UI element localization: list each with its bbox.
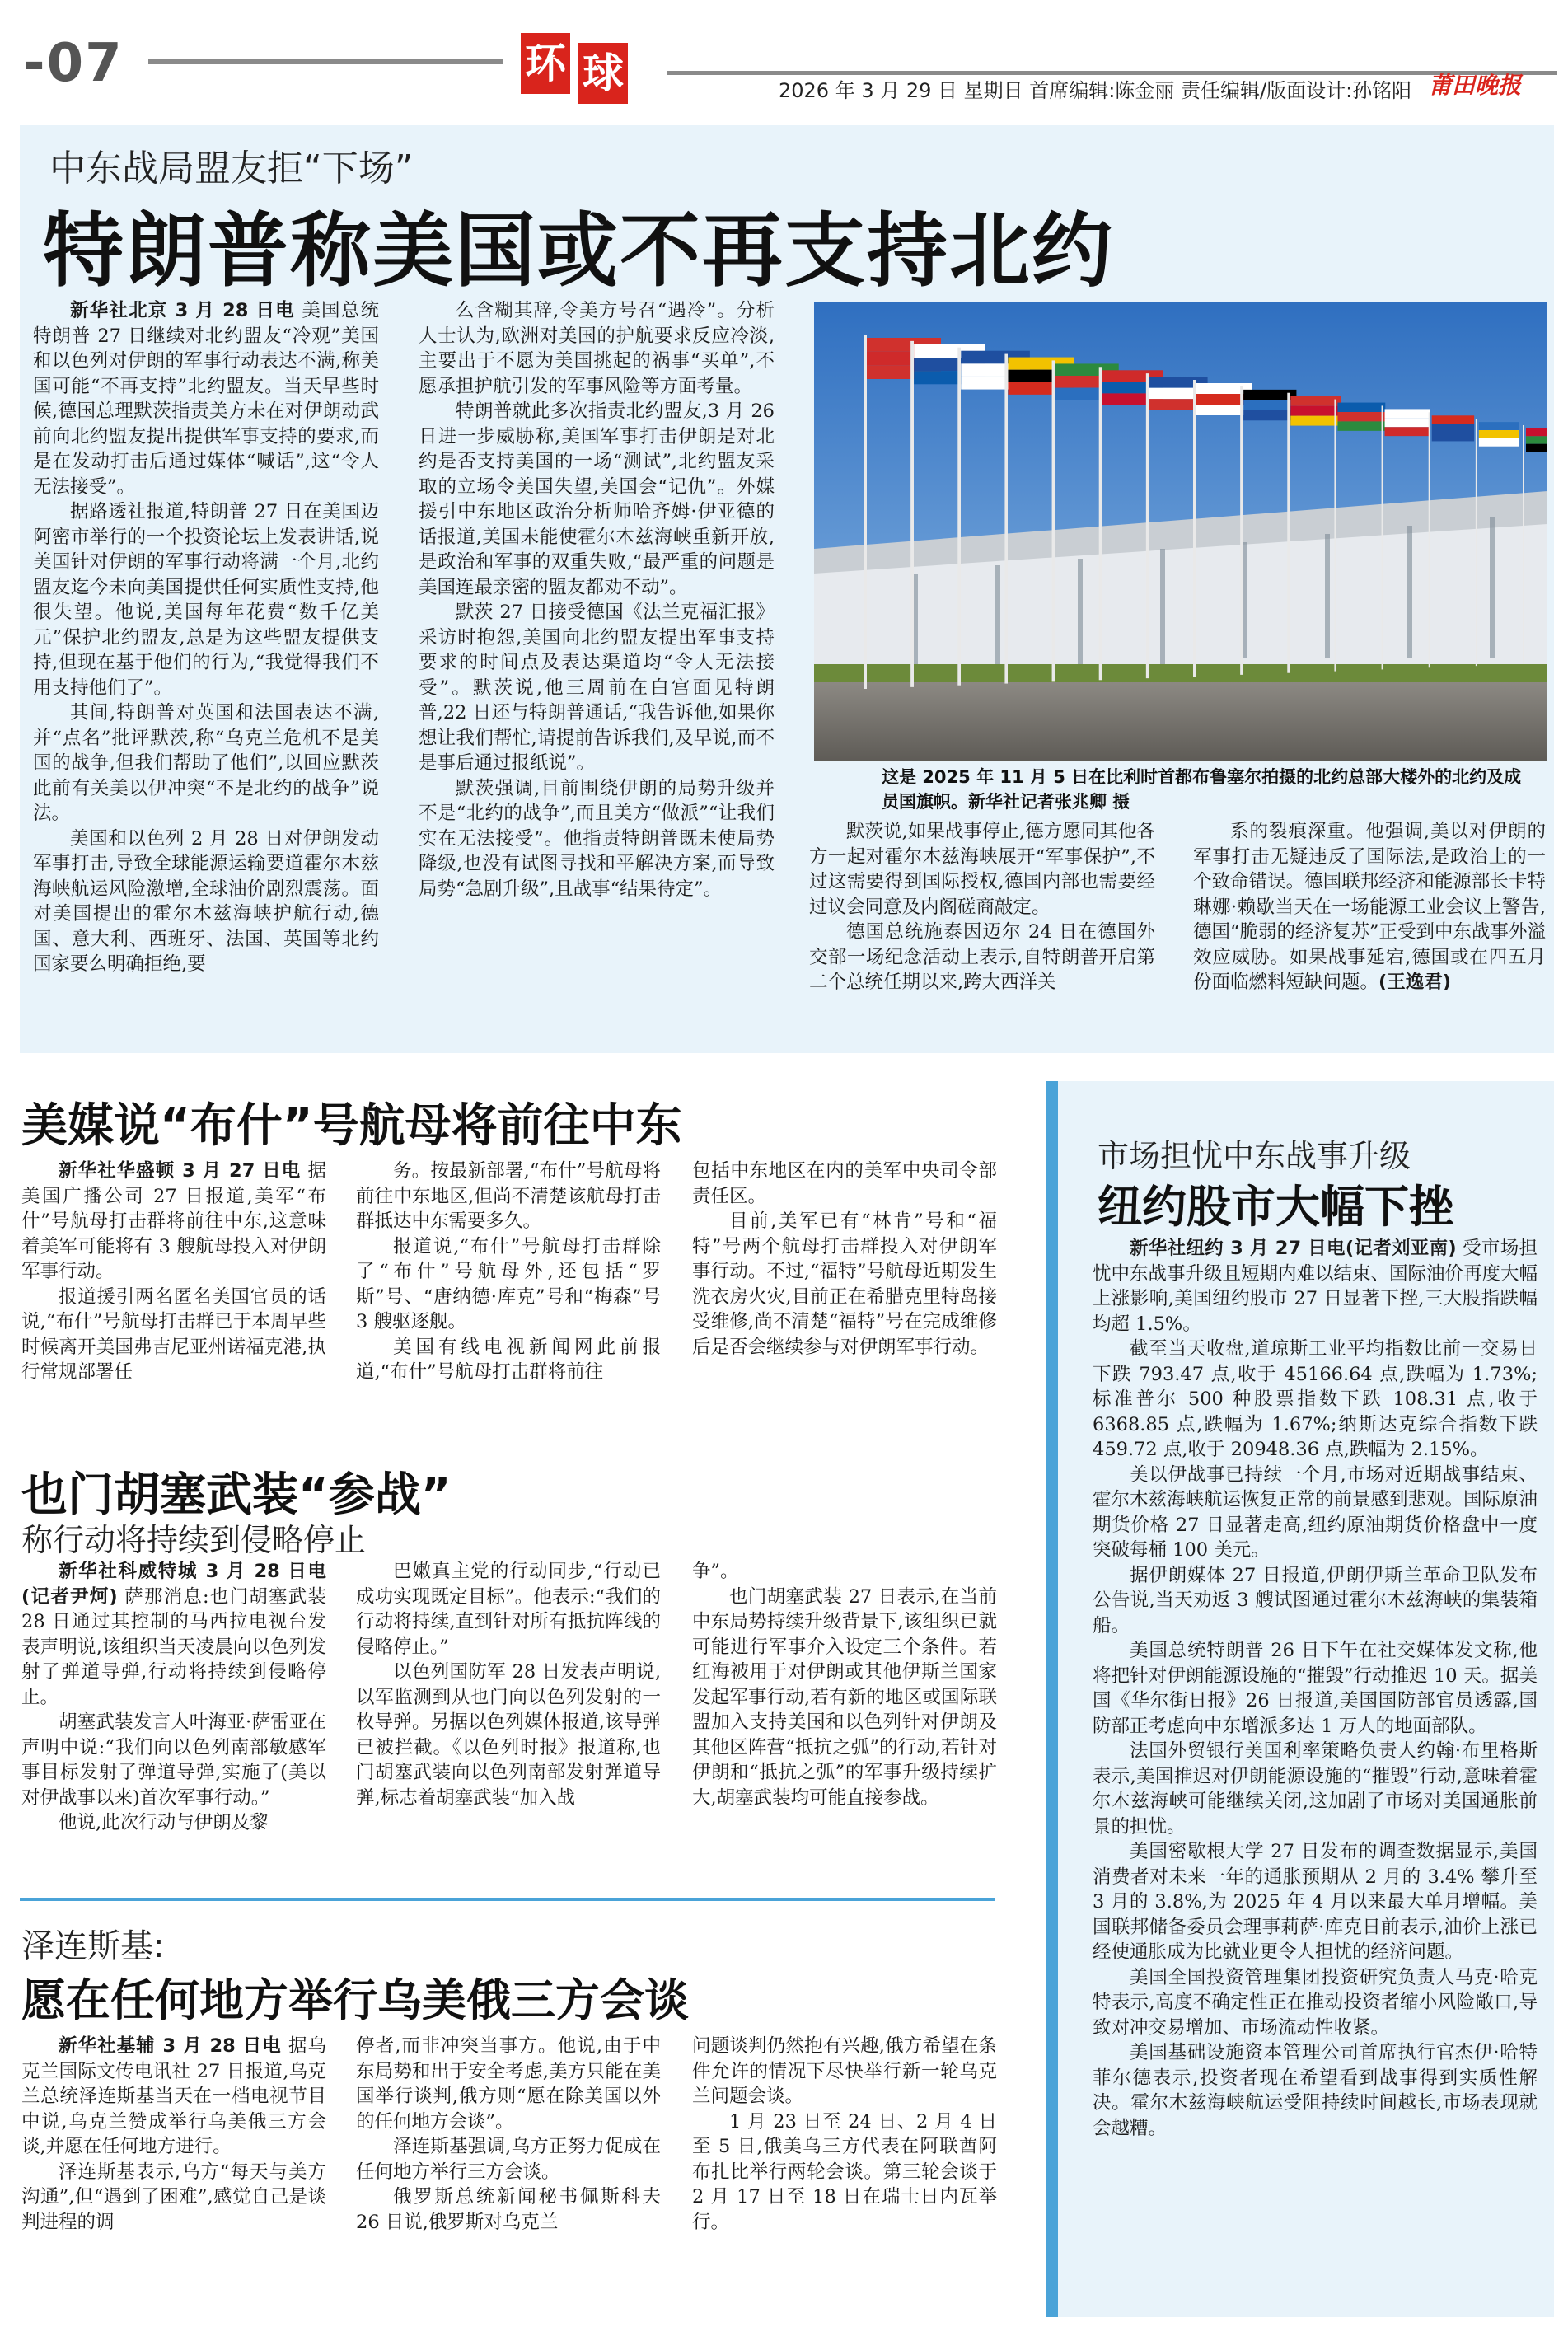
newspaper-logo: 莆田晚报 — [1428, 72, 1521, 99]
dateline: 2026 年 3 月 29 日 星期日 首席编辑:陈金丽 责任编辑/版面设计:孙铭阳 — [779, 79, 1412, 102]
paragraph-text: 特朗普就此多次指责北约盟友,3 月 26 日进一步威胁称,美国军事打击伊朗是对北约是否支持美国的一场“测试”,北约盟友采取的立场令美国失望,美国会“记仇”。外媒援引中东地区政治分析师哈齐姆·伊亚德的话报道,美国未能使霍尔木兹海峡重新开放,是政治和军事的双重失败,“最严重的问题是美国连最亲密的盟友都劝不动”。 — [419, 400, 775, 598]
flagpole — [957, 348, 961, 686]
section-label-char-2: 球 — [578, 43, 628, 104]
paragraph-text: 美国和以色列 2 月 28 日对伊朗发动军事打击,导致全球能源运输要道霍尔木兹海峡航运风险激增,全球油价剧烈震荡。面对美国提出的霍尔木兹海峡护航行动,德国、意大利、西班牙、法国、英国等北约国家要么明确拒绝,要 — [33, 827, 379, 975]
paragraph-text: 美以伊战事已持续一个月,市场对近期战事结束、霍尔木兹海峡航运恢复正常的前景感到悲观。国际原油期货价格 27 日显著走高,纽约原油期货价格盘中一度突破每桶 100 美元。 — [1093, 1463, 1538, 1561]
photo-illustration — [814, 302, 1547, 761]
paragraph — [1093, 1638, 1538, 1739]
section-label-char-1: 环 — [521, 33, 570, 94]
zelensky-story-column-1 — [21, 2034, 326, 2314]
paragraph-text: 法国外贸银行美国利率策略负责人约翰·布里格斯表示,美国推迟对伊朗能源设施的“摧毁”行动,意味着霍尔木兹海峡可能继续关闭,这加剧了市场对美国通胀前景的担忧。 — [1093, 1740, 1538, 1838]
top-story-column-4 — [1193, 819, 1546, 1050]
paragraph — [692, 1209, 997, 1360]
paragraph — [356, 2134, 661, 2184]
paragraph-text: 美国基础设施资本管理公司首席执行官杰伊·哈特菲尔德表示,投资者现在希望看到战事得到实质性解决。霍尔木兹海峡航运受阻持续时间越长,市场表现就会越糟。 — [1093, 2042, 1538, 2139]
flagpole — [1334, 400, 1336, 672]
flag-stripe — [1337, 421, 1385, 430]
paragraph-text: 也门胡塞武装 27 日表示,在当前中东局势持续升级背景下,该组织已就可能进行军事介入设定三个条件。若红海被用于对伊朗或其他伊斯兰国家发起军事行动,若有新的地区或国际联盟加入支持美国和以色列针对伊朗及其他区阵营“抵抗之弧”的行动,若针对伊朗和“抵抗之弧”的军事升级持续扩大,胡塞武装均可能直接参战。 — [692, 1585, 997, 1809]
paragraph-text: 泽连斯基强调,乌方正努力促成在任何地方举行三方会谈。 — [356, 2136, 661, 2183]
paragraph — [356, 2034, 661, 2134]
dateline-lead: 新华社纽约 3 月 27 日电(记者刘亚南) — [1130, 1238, 1457, 1259]
paragraph — [356, 1559, 661, 1660]
paragraph-text: 受市场担忧中东战事升级且短期内难以结束、国际油价再度大幅上涨影响,美国纽约股市 27 日显著下挫,三大股指跌幅均超 1.5%。 — [1093, 1238, 1538, 1335]
paragraph — [419, 600, 775, 776]
market-story-kicker: 市场担忧中东战事升级 — [1098, 1138, 1411, 1174]
flag-stripe — [1385, 427, 1430, 436]
paragraph-text: 其间,特朗普对英国和法国表达不满,并“点名”批评默茨,称“乌克兰危机不是美国的战争,但我们帮助了他们”,以回应默茨此前有关美以伊冲突“不是北约的战争”说法。 — [33, 702, 379, 824]
dateline-lead: 新华社华盛顿 3 月 27 日电 — [59, 1160, 302, 1182]
flag-stripe — [1432, 424, 1474, 433]
paragraph — [21, 1810, 326, 1836]
paragraph-text: 目前,美军已有“林肯”号和“福特”号两个航母打击群投入对伊朗军事行动。不过,“福特”号航母近期发生洗衣房火灾,目前正在希腊克里特岛接受维修,尚不清楚“福特”号在完成维修后是否会继续参与对伊朗军事行动。 — [692, 1210, 997, 1358]
zelensky-story-column-3 — [692, 2034, 997, 2314]
paragraph — [419, 298, 775, 399]
flagpole — [1523, 425, 1524, 664]
paragraph-text: 美国密歇根大学 27 日发布的调查数据显示,美国消费者对未来一年的通胀预期从 2 月的 3.4% 攀升至 3 月的 3.8%,为 2025 年 4 月以来最大单月增幅。美国联邦储备委员会理事莉萨·库克日前表示,油价上涨已经使通胀成为比就业更令人担忧的经济问题。 — [1093, 1841, 1538, 1963]
top-story-headline: 特朗普称美国或不再支持北约 — [43, 204, 1115, 298]
flagpole — [1476, 419, 1477, 666]
carrier-story-column-2 — [356, 1159, 661, 1430]
paragraph — [33, 499, 379, 700]
flag-stripe — [1385, 409, 1430, 418]
flag-stripe — [1526, 428, 1547, 436]
carrier-story-column-3 — [692, 1159, 997, 1430]
paragraph — [33, 700, 379, 826]
paragraph — [1093, 1965, 1538, 2041]
dateline-lead: 新华社北京 3 月 28 日电 — [70, 300, 295, 321]
houthi-story-column-2 — [356, 1559, 661, 1889]
paragraph-text: 争”。 — [692, 1561, 739, 1582]
flagpole — [1004, 354, 1008, 684]
paragraph-text: 停者,而非冲突当事方。他说,由于中东局势和出于安全考虑,美方只能在美国举行谈判,俄方则“愿在除美国以外的任何地方会谈”。 — [356, 2035, 661, 2133]
paragraph — [1093, 2040, 1538, 2141]
paragraph — [692, 2109, 997, 2236]
houthi-story-column-3 — [692, 1559, 997, 1889]
market-story-headline: 纽约股市大幅下挫 — [1098, 1181, 1453, 1233]
paragraph — [21, 1559, 326, 1710]
byline: (王逸君) — [1378, 972, 1452, 993]
paragraph-text: 默茨说,如果战事停止,德方愿同其他各方一起对霍尔木兹海峡展开“军事保护”,不过这需要得到国际授权,德国内部也需要经过议会同意及内阁磋商敲定。 — [809, 821, 1155, 918]
paragraph — [692, 2034, 997, 2109]
flag-stripe — [1526, 444, 1547, 452]
paragraph-text: 泽连斯基表示,乌方“每天与美方沟通”,但“遇到了困难”,感觉自己是谈判进程的调 — [21, 2161, 326, 2233]
paragraph-text: 据乌克兰国际文传电讯社 27 日报道,乌克兰总统泽连斯基当天在一档电视节目中说,乌克兰赞成举行乌美俄三方会谈,并愿在任何地方进行。 — [21, 2035, 326, 2157]
flag-stripe — [1432, 433, 1474, 441]
paragraph — [21, 1710, 326, 1810]
paragraph — [1093, 1739, 1538, 1839]
nato-flags-photo — [814, 302, 1547, 761]
flagpole — [1287, 393, 1290, 673]
flag-stripe — [1479, 438, 1519, 447]
paragraph-text: 以色列国防军 28 日发表声明说,以军监测到从也门向以色列发射的一枚导弹。另据以色列媒体报道,该导弹已被拦截。《以色列时报》报道称,也门胡塞武装向以色列南部发射弹道导弹,标志着胡塞武装“加入战 — [356, 1661, 661, 1809]
paragraph-text: 么含糊其辞,令美方号召“遇冷”。分析人士认为,欧洲对美国的护航要求反应冷淡,主要出于不愿为美国挑起的祸事“买单”,不愿承担护航引发的军事风险等方面考量。 — [419, 300, 775, 397]
paragraph — [21, 1159, 326, 1285]
paragraph — [1093, 1839, 1538, 1965]
paragraph — [692, 1159, 997, 1209]
paragraph — [1093, 1563, 1538, 1639]
flag-stripe — [1385, 418, 1430, 427]
paragraph — [356, 2184, 661, 2235]
paragraph-text: 系的裂痕深重。他强调,美以对伊朗的军事打击无疑违反了国际法,是政治上的一个致命错误。德国联邦经济和能源部长卡特琳娜·赖歇当天在一场能源工业会议上警告,德国“脆弱的经济复苏”正受到中东战事外溢效应威胁。如果战事延宕,德国或在四五月份面临燃料短缺问题。 — [1193, 821, 1547, 993]
paragraph-text: 美国总统特朗普 27 日继续对北约盟友“冷观”美国和以色列对伊朗的军事行动表达不满,称美国可能“不再支持”北约盟友。当天早些时候,德国总理默茨指责美方未在对伊朗动武前向北约盟友提出提供军事支持的要求,而是在发动打击后通过媒体“喊话”,这“令人无法接受”。 — [33, 300, 379, 498]
flagpole — [1240, 386, 1243, 675]
flagpole — [1146, 373, 1149, 678]
flagpole — [1382, 405, 1383, 669]
photo-caption: 这是 2025 年 11 月 5 日在比利时首都布鲁塞尔拍摄的北约总部大楼外的北约及成员国旗帜。新华社记者张兆卿 摄 — [882, 767, 1522, 812]
paragraph — [21, 1285, 326, 1385]
flagpole — [864, 335, 867, 689]
paragraph — [356, 1335, 661, 1385]
paragraph — [356, 1234, 661, 1335]
flag-stripe — [1479, 422, 1519, 430]
paragraph — [1093, 1463, 1538, 1563]
top-story-column-1 — [33, 298, 379, 1040]
paragraph — [692, 1559, 997, 1585]
paragraph-text: 德国总统施泰因迈尔 24 日在德国外交部一场纪念活动上表示,自特朗普开启第二个总统任期以来,跨大西洋关 — [809, 921, 1155, 993]
paragraph — [809, 819, 1155, 920]
top-story-kicker: 中东战局盟友拒“下场” — [49, 147, 414, 190]
dateline-lead: 新华社科威特城 3 月 28 日电(记者尹炣) — [21, 1561, 326, 1608]
paragraph — [1093, 1236, 1538, 1337]
paragraph-text: 据路透社报道,特朗普 27 日在美国迈阿密市举行的一个投资论坛上发表讲话,说美国针对伊朗的军事行动将满一个月,北约盟友迄今未向美国提供任何实质性支持,他很失望。他说,美国每年花费“数千亿美元”保护北约盟友,总是为这些盟友提供支持,但现在基于他们的行为,“我觉得我们不用支持他们了”。 — [33, 501, 379, 699]
paragraph — [21, 2160, 326, 2236]
houthi-story-headline: 也门胡塞武装“参战” — [21, 1468, 452, 1522]
paragraph — [1093, 1337, 1538, 1463]
zelensky-story-kicker: 泽连斯基: — [21, 1927, 165, 1965]
flagpole — [1052, 360, 1055, 681]
paragraph — [692, 1585, 997, 1811]
paragraph-text: 默茨强调,目前围绕伊朗的局势升级并不是“北约的战争”,而且美方“做派”“让我们实在无法接受”。他指责特朗普既未使局势降级,也没有试图寻找和平解决方案,而导致局势“急剧升级”,且战事“结果待定”。 — [419, 777, 775, 900]
page-number: -07 — [23, 33, 124, 94]
paragraph — [419, 776, 775, 902]
paragraph-text: 胡塞武装发言人叶海亚·萨雷亚在声明中说:“我们向以色列南部敏感军事目标发射了弹道导弹,实施了(美以对伊战事以来)首次军事行动。” — [21, 1711, 326, 1809]
paragraph-text: 据伊朗媒体 27 日报道,伊朗伊斯兰革命卫队发布公告说,当天劝返 3 艘试图通过霍尔木兹海峡的集装箱船。 — [1093, 1564, 1538, 1636]
flagpole — [1429, 412, 1430, 667]
paragraph-text: 1 月 23 日至 24 日、2 月 4 日至 5 日,俄美乌三方代表在阿联酋阿布扎比举行两轮会谈。第三轮会谈于 2 月 17 日至 18 日在瑞士日内瓦举行。 — [692, 2110, 997, 2233]
paragraph-text: 俄罗斯总统新闻秘书佩斯科夫 26 日说,俄罗斯对乌克兰 — [356, 2186, 661, 2233]
paragraph-text: 包括中东地区在内的美军中央司令部责任区。 — [692, 1160, 997, 1207]
section-divider — [20, 1898, 995, 1901]
paragraph-text: 美国总统特朗普 26 日下午在社交媒体发文称,他将把针对伊朗能源设施的“摧毁”行动推迟 10 天。据美国《华尔街日报》26 日报道,美国国防部官员透露,国防部正考虑向中东增派多达 1 万人的地面部队。 — [1093, 1640, 1538, 1737]
flag-stripe — [1290, 416, 1341, 426]
paragraph-text: 报道说,“布什”号航母打击群除了“布什”号航母外,还包括“罗斯”号、“唐纳德·库克”号和“梅森”号 3 艘驱逐舰。 — [356, 1235, 661, 1332]
houthi-story-subhead: 称行动将持续到侵略停止 — [21, 1522, 367, 1558]
paragraph-text: 据美国广播公司 27 日报道,美军“布什”号航母打击群将前往中东,这意味着美军可能将有 3 艘航母投入对伊朗军事行动。 — [21, 1160, 326, 1282]
paragraph-text: 萨那消息:也门胡塞武装 28 日通过其控制的马西拉电视台发表声明说,该组织当天凌晨向以色列发射了弹道导弹,行动将持续到侵略停止。 — [21, 1585, 327, 1708]
flagpole — [910, 341, 914, 687]
paragraph-text: 报道援引两名匿名美国官员的话说,“布什”号航母打击群已于本周早些时候离开美国弗吉尼亚州诺福克港,执行常规部署任 — [21, 1285, 326, 1383]
paragraph-text: 巴嫩真主党的行动同步,“行动已成功实现既定目标”。他表示:“我们的行动将持续,直到针对所有抵抗阵线的侵略停止。” — [356, 1561, 661, 1658]
paragraph-text: 他说,此次行动与伊朗及黎 — [59, 1812, 269, 1833]
flagpole — [1193, 380, 1196, 677]
paragraph — [356, 1660, 661, 1810]
paragraph — [33, 298, 379, 499]
top-story-column-3 — [809, 819, 1155, 1050]
header-rule-left — [148, 59, 503, 64]
top-story-column-2 — [419, 298, 775, 1040]
flag-stripe — [1290, 406, 1341, 416]
paragraph — [21, 2034, 326, 2160]
carrier-story-column-1 — [21, 1159, 326, 1430]
paragraph-text: 美国全国投资管理集团投资研究负责人马克·哈克特表示,高度不确定性正在推动投资者缩小风险敞口,导致对冲交易增加、市场流动性收紧。 — [1093, 1966, 1538, 2039]
flag-stripe — [1432, 415, 1474, 424]
houthi-story-column-1 — [21, 1559, 326, 1889]
paragraph-text: 截至当天收盘,道琼斯工业平均指数比前一交易日下跌 793.47 点,收于 45166.64 点,跌幅为 1.73%;标准普尔 500 种股票指数下跌 108.31 点,收于 6368.85 点,跌幅为 1.67%;纳斯达克综合指数下跌 459.72 点,收于 20948.36 点,跌幅为 2.15%。 — [1093, 1338, 1538, 1460]
paragraph — [1193, 819, 1546, 995]
paragraph — [809, 920, 1155, 995]
flagpole — [1099, 367, 1102, 680]
paragraph — [33, 826, 379, 977]
zelensky-story-headline: 愿在任何地方举行乌美俄三方会谈 — [21, 1974, 689, 2026]
market-story-body — [1093, 1236, 1538, 2307]
flag-stripe — [1479, 430, 1519, 438]
paragraph-text: 问题谈判仍然抱有兴趣,俄方希望在条件允许的情况下尽快举行新一轮乌克兰问题会谈。 — [692, 2035, 997, 2107]
flag-stripe — [1526, 436, 1547, 443]
flag-stripe — [1337, 412, 1385, 421]
zelensky-story-column-2 — [356, 2034, 661, 2314]
paragraph — [356, 1159, 661, 1234]
paragraph-text: 默茨 27 日接受德国《法兰克福汇报》采访时抱怨,美国向北约盟友提出军事支持要求的时间点及表达渠道均“令人无法接受”。默茨说,他三周前在白宫面见特朗普,22 日还与特朗普通话,“我告诉他,如果你想让我们帮忙,请提前告诉我们,及早说,而不是事后通过报纸说”。 — [419, 602, 775, 774]
flag-stripe — [1337, 403, 1385, 412]
paragraph-text: 务。按最新部署,“布什”号航母将前往中东地区,但尚不清楚该航母打击群抵达中东需要多久。 — [356, 1160, 661, 1232]
paragraph-text: 美国有线电视新闻网此前报道,“布什”号航母打击群将前往 — [356, 1336, 661, 1383]
flag-stripe — [1290, 396, 1341, 406]
carrier-story-headline: 美媒说“布什”号航母将前往中东 — [21, 1099, 682, 1153]
paragraph — [419, 399, 775, 600]
dateline-lead: 新华社基辅 3 月 28 日电 — [59, 2035, 282, 2057]
